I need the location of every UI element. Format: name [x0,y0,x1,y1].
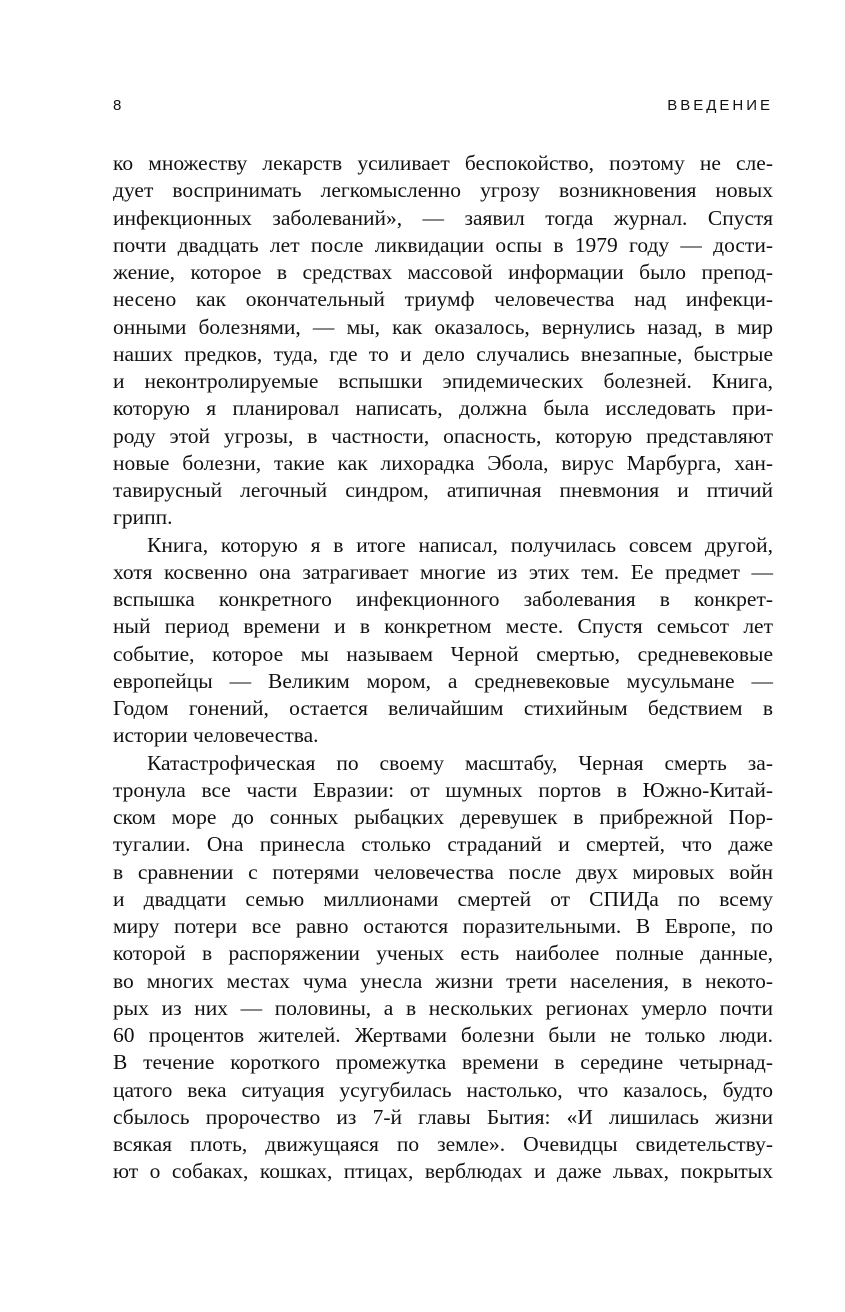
text-line: новые болезни, такие как лихорадка Эбола, вирус Марбурга, хан- [113,450,773,475]
text-line: всякая плоть, движущаяся по земле». Очевидцы свидетельству- [113,1132,773,1156]
text-line: вспышка конкретного инфекционного заболевания в конкрет- [113,587,773,611]
text-line: рых из них — половины, а в нескольких регионах умерло почти [113,995,773,1020]
text-line: 60 процентов жителей. Жертвами болезни были не только люди. [113,1023,773,1047]
paragraph [113,532,773,750]
text-line: почти двадцать лет после ликвидации оспы в 1979 году — дости- [113,232,773,257]
text-line: сбылось пророчество из 7-й главы Бытия: «И лишилась жизни [113,1104,773,1129]
text-line: онными болезнями, — мы, как оказалось, вернулись назад, в мир [113,314,773,339]
text-line: несено как окончательный триумф человечества над инфекци- [113,287,773,312]
text-line: ный период времени и в конкретном месте. Спустя семьсот лет [113,614,773,639]
text-line: европейцы — Великим мором, а средневековые мусульмане — [113,668,773,693]
text-line: тугалии. Она принесла столько страданий и смертей, что даже [113,832,773,857]
paragraph [113,150,773,532]
text-line: событие, которое мы называем Черной смертью, средневековые [113,641,773,666]
text-line: хотя косвенно она затрагивает многие из этих тем. Ее предмет — [113,559,773,584]
page-number: 8 [113,97,122,114]
text-line: Годом гонений, остается величайшим стихийным бедствием в [113,696,773,720]
text-line: тронула все части Евразии: от шумных портов в Южно-Китай- [113,777,773,802]
text-line: истории человечества. [113,723,319,748]
text-line: грипп. [113,505,173,530]
text-line: в сравнении с потерями человечества после двух мировых войн [113,859,773,884]
text-line: миру потери все равно остаются поразительными. В Европе, по [113,914,773,938]
text-line: цатого века ситуация усугубилась настолько, что казалось, будто [113,1077,773,1102]
text-line: ют о собаках, кошках, птицах, верблюдах и даже львах, покрытых [113,1159,773,1184]
text-line: которую я планировал написать, должна была исследовать при- [113,396,773,421]
text-line: во многих местах чума унесла жизни трети населения, в некото- [113,968,773,993]
text-line: ском море до сонных рыбацких деревушек в прибрежной Пор- [113,805,773,829]
text-line: дует воспринимать легкомысленно угрозу возникновения новых [113,178,773,203]
text-line: жение, которое в средствах массовой информации было препод- [113,260,773,284]
body-text [113,150,773,1186]
text-line: которой в распоряжении ученых есть наиболее полные данные, [113,941,773,966]
running-head: ВВЕДЕНИЕ [667,97,773,114]
text-line: Книга, которую я в итоге написал, получилась совсем другой, [147,532,773,557]
text-line: и двадцати семью миллионами смертей от СПИДа по всему [113,886,773,911]
text-line: В течение короткого промежутка времени в середине четырнад- [113,1050,773,1075]
text-line: Катастрофическая по своему масштабу, Черная смерть за- [147,750,773,775]
text-line: роду этой угрозы, в частности, опасность, которую представляют [113,423,773,448]
text-line: ко множеству лекарств усиливает беспокойство, поэтому не сле- [113,151,773,175]
text-line: наших предков, туда, где то и дело случались внезапные, быстрые [113,341,773,366]
text-line: и неконтролируемые вспышки эпидемических болезней. Книга, [113,369,773,393]
text-line: инфекционных заболеваний», — заявил тогда журнал. Спустя [113,205,773,230]
text-line: тавирусный легочный синдром, атипичная пневмония и птичий [113,478,773,502]
paragraph [113,750,773,1186]
